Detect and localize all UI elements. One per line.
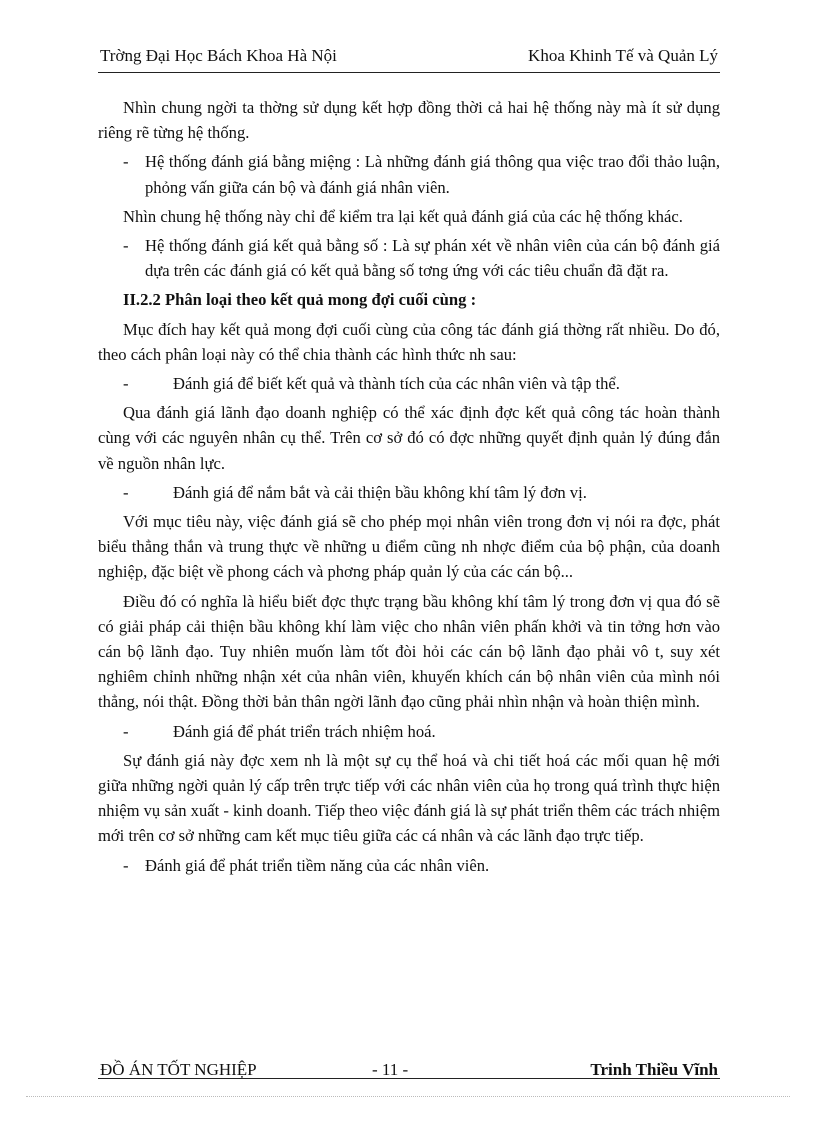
bullet-text: Đánh giá để phát triển tiềm năng của các nhân viên. — [145, 855, 490, 875]
bullet-dash: - — [123, 482, 129, 502]
bullet-dash: - — [123, 236, 129, 256]
footer-rule — [98, 1078, 720, 1079]
header-rule — [98, 72, 720, 73]
page-header — [100, 46, 718, 70]
footer-author: Trinh Thiều Vĩnh — [590, 1060, 718, 1079]
document-body — [98, 95, 720, 882]
bullet-dash: - — [123, 374, 129, 394]
paragraph: Qua đánh giá lãnh đạo doanh nghiệp có thể xác định đợc kết quả công tác hoàn thành cùng với các nguyên nhân cụ thể. Trên cơ sở đó có đợc những quyết định quản lý đúng đắn về nguồn nhân lực. — [98, 403, 720, 473]
bullet-item — [98, 371, 720, 396]
bullet-text: Đánh giá để biết kết quả và thành tích của các nhân viên và tập thể. — [173, 374, 620, 394]
bullet-dash: - — [123, 855, 129, 875]
paragraph: Sự đánh giá này đợc xem nh là một sự cụ thể hoá và chi tiết hoá các mối quan hệ mới giữa những ngời quản lý cấp trên trực tiếp với các nhân viên của họ trong quá trình thực hiện nhiệm vụ sản xuất - kinh doanh. Tiếp theo việc đánh giá là sự phát triển thêm các trách nhiệm mới trên cơ sở những cam kết mục tiêu giữa các cá nhân và các lãnh đạo trực tiếp. — [98, 750, 720, 846]
paragraph: Nhìn chung hệ thống này chỉ để kiểm tra lại kết quả đánh giá của các hệ thống khác. — [123, 206, 683, 226]
bullet-item — [98, 480, 720, 505]
paragraph: Mục đích hay kết quả mong đợi cuối cùng của công tác đánh giá thờng rất nhiều. Do đó, theo cách phân loại này có thể chia thành các hình thức nh sau: — [98, 319, 720, 364]
bullet-dash: - — [123, 152, 129, 172]
bullet-text: Hệ thống đánh giá bằng miệng : Là những đánh giá thông qua việc trao đổi thảo luận, phỏng vấn giữa cán bộ và đánh giá nhân viên. — [145, 152, 720, 197]
paragraph: Nhìn chung ngời ta thờng sử dụng kết hợp đồng thời cả hai hệ thống này mà ít sử dụng riêng rẽ từng hệ thống. — [98, 98, 720, 143]
paragraph: Điều đó có nghĩa là hiểu biết đợc thực trạng bầu không khí tâm lý trong đơn vị qua đó sẽ có giải pháp cải thiện bầu không khí làm việc cho nhân viên phấn khởi và tin tởng hơn vào cán bộ lãnh đạo. Tuy nhiên muốn làm tốt đòi hỏi các cán bộ lãnh đạo phải vô t, suy xét nghiêm chỉnh những nhận xét của nhân viên, khuyến khích cán bộ nhân viên của mình nói thẳng, nói thật. Đồng thời bản thân ngời lãnh đạo cũng phải nhìn nhận và hoàn thiện mình. — [98, 591, 720, 712]
page-number: - 11 - — [372, 1060, 409, 1079]
bullet-item — [98, 719, 720, 744]
footer-title: ĐỒ ÁN TỐT NGHIỆP — [100, 1060, 257, 1079]
bullet-item — [98, 853, 720, 878]
bullet-dash: - — [123, 721, 129, 741]
bullet-item — [98, 149, 720, 199]
bullet-text: Hệ thống đánh giá kết quả bằng số : Là sự phán xét về nhân viên của cán bộ đánh giá dựa trên các đánh giá có kết quả bằng số tơng ứng với các tiêu chuẩn đã đặt ra. — [145, 236, 720, 281]
bullet-text: Đánh giá để nắm bắt và cải thiện bầu không khí tâm lý đơn vị. — [173, 482, 587, 502]
header-faculty: Khoa Khinh Tế và Quản Lý — [528, 46, 718, 65]
bullet-item — [98, 233, 720, 283]
paragraph: Với mục tiêu này, việc đánh giá sẽ cho phép mọi nhân viên trong đơn vị nói ra đợc, phát biểu thẳng thắn và trung thực về những u điểm cũng nh nhợc điểm của bộ phận, của doanh nghiệp, đặc biệt về phong cách và phơng pháp quản lý của các cán bộ... — [98, 512, 720, 582]
bullet-text: Đánh giá để phát triển trách nhiệm hoá. — [173, 721, 436, 741]
section-heading: II.2.2 Phân loại theo kết quả mong đợi cuối cùng : — [123, 290, 477, 310]
page-edge-dotted-line — [26, 1096, 790, 1097]
header-school: Trờng Đại Học Bách Khoa Hà Nội — [100, 46, 337, 65]
